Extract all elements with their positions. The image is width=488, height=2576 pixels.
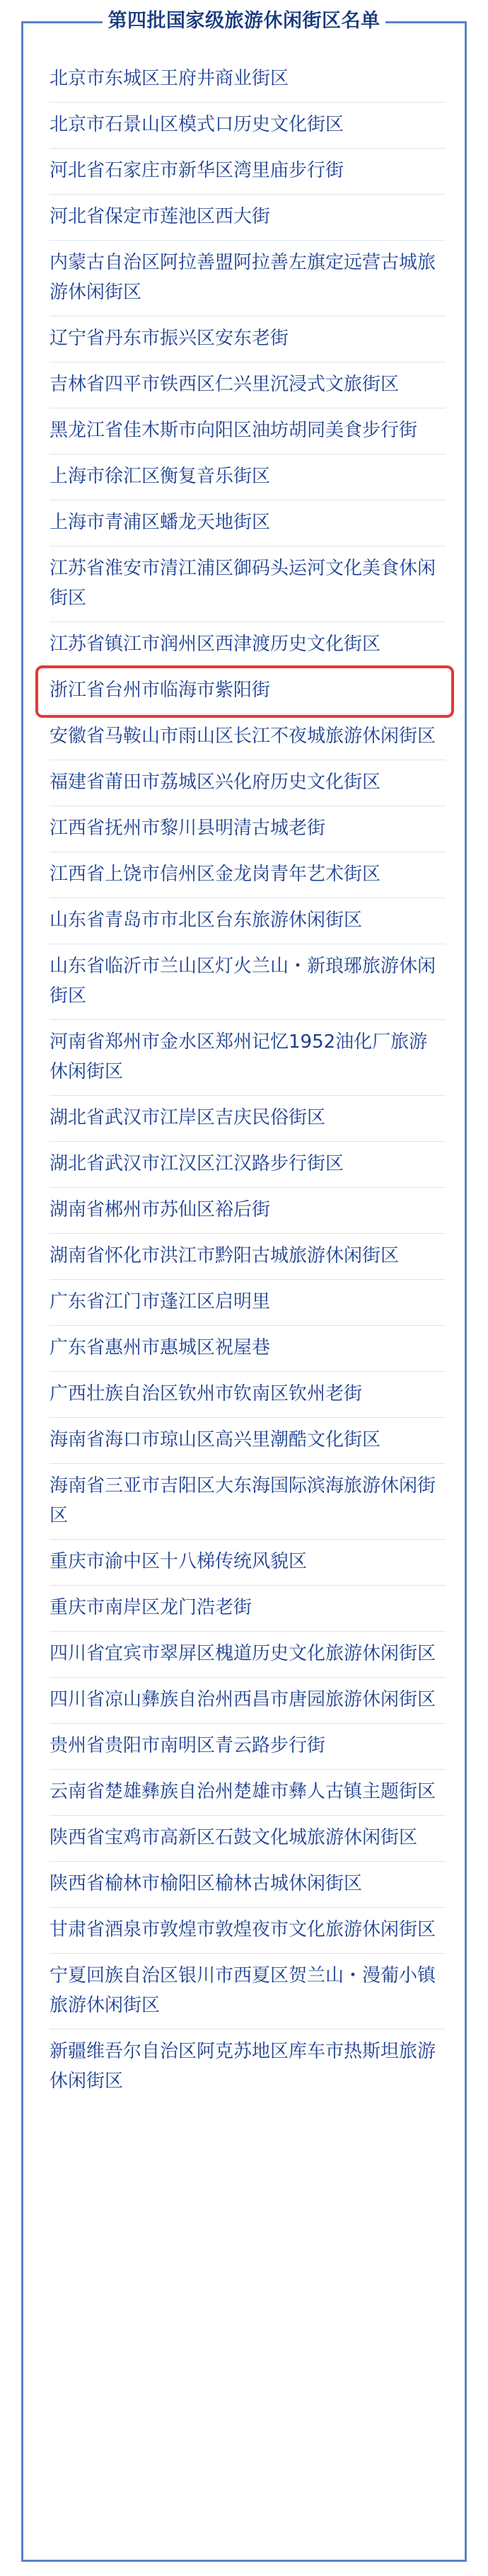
list-item: 重庆市渝中区十八梯传统风貌区 xyxy=(50,1540,446,1586)
list-item: 山东省青岛市市北区台东旅游休闲街区 xyxy=(50,898,446,944)
list-item: 江苏省镇江市润州区西津渡历史文化街区 xyxy=(50,622,446,668)
list-item: 陕西省榆林市榆阳区榆林古城休闲街区 xyxy=(50,1862,446,1908)
page-title: 第四批国家级旅游休闲街区名单 xyxy=(108,10,380,32)
list-item: 黑龙江省佳木斯市向阳区油坊胡同美食步行街 xyxy=(50,408,446,454)
highlighted-item-label: 浙江省台州市临海市紫阳街 xyxy=(50,680,271,701)
list-item: 北京市东城区王府井商业街区 xyxy=(50,57,446,103)
list-item: 北京市石景山区模式口历史文化街区 xyxy=(50,103,446,149)
list-item: 湖南省怀化市洪江市黔阳古城旅游休闲街区 xyxy=(50,1234,446,1280)
list-item: 湖北省武汉市江岸区吉庆民俗街区 xyxy=(50,1096,446,1142)
list-item: 云南省楚雄彝族自治州楚雄市彝人古镇主题街区 xyxy=(50,1770,446,1816)
list-item: 吉林省四平市铁西区仁兴里沉浸式文旅街区 xyxy=(50,362,446,408)
list-item: 福建省莆田市荔城区兴化府历史文化街区 xyxy=(50,760,446,806)
list-item: 安徽省马鞍山市雨山区长江不夜城旅游休闲街区 xyxy=(50,714,446,760)
list-item: 湖南省郴州市苏仙区裕后街 xyxy=(50,1188,446,1234)
list-item: 河北省保定市莲池区西大街 xyxy=(50,195,446,241)
list-item: 河北省石家庄市新华区湾里庙步行街 xyxy=(50,149,446,195)
list-item xyxy=(50,668,446,714)
list-item: 江苏省淮安市清江浦区御码头运河文化美食休闲街区 xyxy=(50,546,446,622)
list-item: 湖北省武汉市江汉区江汉路步行街区 xyxy=(50,1142,446,1188)
list-item: 重庆市南岸区龙门浩老街 xyxy=(50,1586,446,1632)
list-item: 海南省海口市琼山区高兴里潮酷文化街区 xyxy=(50,1418,446,1464)
list-item: 内蒙古自治区阿拉善盟阿拉善左旗定远营古城旅游休闲街区 xyxy=(50,241,446,316)
list-item: 新疆维吾尔自治区阿克苏地区库车市热斯坦旅游休闲街区 xyxy=(50,2041,436,2092)
list-item: 四川省宜宾市翠屏区槐道历史文化旅游休闲街区 xyxy=(50,1632,446,1678)
list-item: 甘肃省酒泉市敦煌市敦煌夜市文化旅游休闲街区 xyxy=(50,1908,446,1954)
list-item: 江西省抚州市黎川县明清古城老街 xyxy=(50,806,446,852)
list-item: 宁夏回族自治区银川市西夏区贺兰山・漫葡小镇旅游休闲街区 xyxy=(50,1954,446,2030)
list-item: 上海市徐汇区衡复音乐街区 xyxy=(50,454,446,500)
list-item: 海南省三亚市吉阳区大东海国际滨海旅游休闲街区 xyxy=(50,1464,446,1540)
list-item: 广东省惠州市惠城区祝屋巷 xyxy=(50,1326,446,1372)
list-item: 广西壮族自治区钦州市钦南区钦州老街 xyxy=(50,1372,446,1418)
list-item: 河南省郑州市金水区郑州记忆1952油化厂旅游休闲街区 xyxy=(50,1020,446,1096)
list-item: 上海市青浦区蟠龙天地街区 xyxy=(50,500,446,546)
list-item: 江西省上饶市信州区金龙岗青年艺术街区 xyxy=(50,852,446,898)
list-item: 山东省临沂市兰山区灯火兰山・新琅琊旅游休闲街区 xyxy=(50,944,446,1020)
district-list xyxy=(50,57,446,2105)
list-item: 贵州省贵阳市南明区青云路步行街 xyxy=(50,1724,446,1770)
list-item: 广东省江门市蓬江区启明里 xyxy=(50,1280,446,1326)
list-item: 四川省凉山彝族自治州西昌市唐园旅游休闲街区 xyxy=(50,1678,446,1724)
list-item: 辽宁省丹东市振兴区安东老街 xyxy=(50,316,446,362)
list-item: 陕西省宝鸡市高新区石鼓文化城旅游休闲街区 xyxy=(50,1816,446,1862)
